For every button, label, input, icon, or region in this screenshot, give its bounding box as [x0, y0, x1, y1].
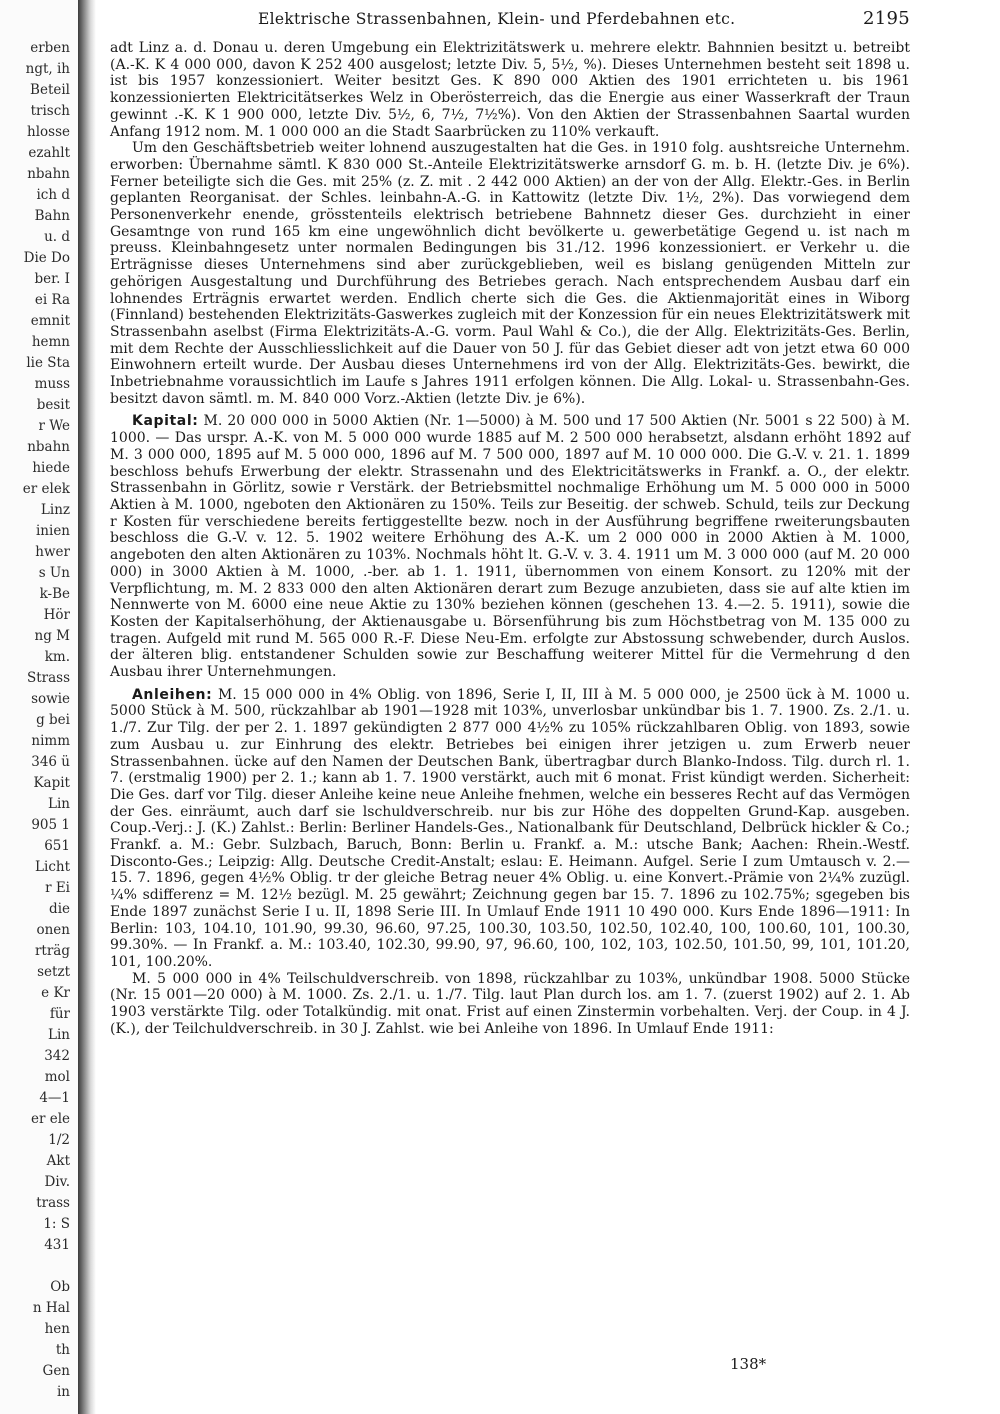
- previous-page-fragment: in: [56, 1384, 70, 1400]
- previous-page-fragment: Linz: [40, 502, 70, 518]
- running-head: [250, 8, 910, 32]
- previous-page-fragment: hiede: [32, 460, 70, 476]
- previous-page-fragment: ich d: [36, 187, 70, 203]
- previous-page-fragment: 1: S: [43, 1216, 70, 1232]
- previous-page-fragment: ngt, ih: [25, 61, 70, 77]
- previous-page-fragment: nbahn: [27, 166, 70, 182]
- previous-page-strip: [0, 0, 78, 1414]
- previous-page-fragment: n Hal: [32, 1300, 70, 1316]
- previous-page-fragment: Hör: [43, 607, 70, 623]
- previous-page-fragment: 342: [44, 1048, 70, 1064]
- previous-page-fragment: er ele: [30, 1111, 70, 1127]
- previous-page-fragment: Ob: [50, 1279, 70, 1295]
- previous-page-fragment: lie Sta: [26, 355, 70, 371]
- previous-page-fragment: ezahlt: [28, 145, 70, 161]
- intro-paragraph-2: Um den Geschäftsbetrieb weiter lohnend auszugestalten hat die Ges. in 1910 folg. aushtsreiche Unternehm. erworben: Übernahme sämtl. K 830 000 St.-Anteile Elektrizitätswerke arnsdorf G. m. b. H. (letzte Div. je 6%). Ferner beteiligte sich die Ges. mit 25% (z. Z. mit . 2 442 000 Aktien) an der von der Allg. Elektr.-Ges. in Berlin geplanten Reorganisat. der Schles. leinbahn-A.-G. in Kattowitz (letzte Div. 1½, 2%). Das vorwiegend dem Personenverkehr enende, grösstenteils elektrisch betriebene Bahnnetz dieser Ges. durchzieht in einer Gesamtnge von rund 165 km eine ungewöhnlich dicht bevölkerte u. gewerbetätige Gegend u. ist nach m preuss. Kleinbahngesetz unter normalen Bedingungen bis 31./12. 1996 konzessioniert. er Verkehr u. die Erträgnisse dieses Unternehmens sind aber zurückgeblieben, weil es bislang genügenden Mitteln zur gehörigen Ausgestaltung und Durchführung des Betriebes gerach. Nach entsprechendem Ausbau darf ein lohnendes Erträgnis erwartet werden. Endlich cherte sich die Ges. die Aktienmajorität eines in Wiborg (Finnland) bestehenden Elektrizitäts-Gaswerkes zugleich mit der Konzession für ein neues Elektrizitätswerk mit Strassenbahn aselbst (Firma Elektrizitäts-A.-G. vorm. Paul Wahl & Co.), die der Allg. Elektrizitäts-Ges. Berlin, mit dem Rechte der Ausschliesslichkeit auf die Dauer von 50 J. für das Gebiet dieser adt von jetzt etwa 60 000 Einwohnern erteilt wurde. Der Ausbau dieses Unternehmens ird von der Allg. Elektrizitäts-Ges. bewirkt, die Inbetriebnahme voraussichtlich im Laufe s Jahres 1911 erfolgen können. Die Allg. Lokal- u. Strassenbahn-Ges. besitzt davon sämtl. m. M. 840 000 Vorz.-Aktien (letzte Div. je 6%).: [110, 140, 910, 407]
- main-text-column: [110, 40, 910, 1037]
- signature-mark: 138*: [730, 1355, 767, 1373]
- previous-page-fragment: muss: [34, 376, 70, 392]
- kapital-text: M. 20 000 000 in 5000 Aktien (Nr. 1—5000) à M. 500 und 17 500 Aktien (Nr. 5001 s 22 500) à M. 1000. — Das urspr. A.-K. von M. 5 000 000 wurde 1885 auf M. 2 500 000 herabsetzt, alsdann erhöht 1892 auf M. 3 000 000, 1895 auf M. 5 000 000, 1896 auf M. 7 500 000, 1897 auf M. 10 000 000. Die G.-V. v. 21. 1. 1899 beschloss behufs Erwerbung der elektr. Strassenahn und des Elektricitätswerks in Frankf. a. O., der elektr. Strassenbahn in Görlitz, sowie r Verstärk. der Betriebsmittel nochmalige Erhöhung um M. 5 000 000 in 5000 Aktien à M. 1000, ngeboten den Aktionären zu 150%. Teils zur Beseitig. der schweb. Schuld, teils zur Deckung r Kosten für verschiedene bereits fertiggestellte bezw. noch in der Ausführung begriffene rweiterungsbauten beschloss die G.-V. v. 12. 5. 1902 weitere Erhöhung des A.-K. um 2 000 000 in 2000 Aktien à M. 1000, angeboten den alten Aktionären zu 103%. Nochmals höht lt. G.-V. v. 3. 4. 1911 um M. 3 000 000 (auf M. 20 000 000) in 3000 Aktien à M. 1000, .-ber. ab 1. 1. 1911, übernommen von einem Konsort. zu 120% mit der Verpflichtung, m. M. 2 833 000 den alten Aktionären derart zum Bezuge anzubieten, dass sie auf alte ktien im Nennwerte von M. 6000 eine neue Aktie zu 130% beziehen können (geschehen 13. 4.—2. 5. 1911), sowie die Kosten der Kapitalserhöhung, der Aktienausgabe u. Börsenführung bis zum Höchstbetrag von M. 135 000 zu tragen. Aufgeld mit rund M. 565 000 R.-F. Diese Neu-Em. erfolgte zur Abstossung schwebender, durch Auslos. der älteren blig. entstandener Schulden sowie zur Beschaffung weiterer Mittel für die Vermehrung d den Ausbau ihrer Unternehmungen.: [110, 413, 910, 681]
- previous-page-fragment: ber. I: [34, 271, 70, 287]
- previous-page-fragment: trass: [36, 1195, 70, 1211]
- previous-page-fragment: nbahn: [27, 439, 70, 455]
- previous-page-fragment: Licht: [35, 859, 70, 875]
- previous-page-fragment: sowie: [31, 691, 70, 707]
- previous-page-fragment: km.: [44, 649, 70, 665]
- anleihen-section: [110, 687, 910, 971]
- previous-page-fragment: mol: [44, 1069, 70, 1085]
- teilschuld-paragraph: M. 5 000 000 in 4% Teilschuldverschreib. von 1898, rückzahlbar zu 103%, unkündbar 1908. 5000 Stücke (Nr. 15 001—20 000) à M. 1000. Zs. 2./1. u. 1./7. Tilg. laut Plan durch los. am 1. 7. (zuerst 1902) auf 2. 1. Ab 1903 verstärkte Tilg. oder Totalkündig. mit onat. Frist auf einen Zinstermin vorbehalten. Verj. der Coup. in 4 J. (K.), der Teilchuldverschreib. in 30 J. Zahlst. wie bei Anleihe von 1896. In Umlauf Ende 1911:: [110, 970, 910, 1037]
- anleihen-heading: Anleihen:: [132, 686, 213, 703]
- previous-page-fragment: Akt: [46, 1153, 70, 1169]
- previous-page-fragment: 4—1: [39, 1090, 70, 1106]
- page-number: 2195: [862, 8, 910, 29]
- previous-page-fragment: e Kr: [41, 985, 70, 1001]
- previous-page-fragment: nimm: [31, 733, 70, 749]
- previous-page-fragment: Div.: [44, 1174, 70, 1190]
- intro-paragraph-1: adt Linz a. d. Donau u. deren Umgebung ein Elektrizitätswerk u. mehrere elektr. Bahnnien besitzt u. betreibt (A.-K. K 4 000 000, davon K 252 400 ausgelost; letzte Div. 5, 5½, %). Dieses Unternehmen besteht seit 1898 u. ist bis 1957 konzessioniert. Weiter besitzt Ges. K 890 000 Aktien des 1901 errichteten u. bis 1961 konzessionierten Elektricitätserkes Welz in Oberösterreich, das die Energie aus einer Wasserkraft der Traun gewinnt .-K. K 1 900 000, letzte Div. 5½, 6, 7½, 7½%). Von den Aktien der Strassenbahnen Saartal wurden Anfang 1912 nom. M. 1 000 000 an die Stadt Saarbrücken zu 110% verkauft.: [110, 40, 910, 140]
- previous-page-fragment: inien: [35, 523, 70, 539]
- previous-page-fragment: 1/2: [48, 1132, 70, 1148]
- previous-page-fragment: hlosse: [27, 124, 70, 140]
- previous-page-fragment: r Ei: [45, 880, 70, 896]
- previous-page-fragment: Bahn: [34, 208, 70, 224]
- previous-page-fragment: g bei: [36, 712, 70, 728]
- previous-page-fragment: 905 1: [31, 817, 70, 833]
- previous-page-fragment: trisch: [30, 103, 70, 119]
- previous-page-fragment: Kapit: [33, 775, 70, 791]
- previous-page-fragment: r We: [38, 418, 70, 434]
- previous-page-fragment: er elek: [22, 481, 70, 497]
- previous-page-fragment: Die Do: [23, 250, 70, 266]
- previous-page-fragment: 431: [44, 1237, 70, 1253]
- previous-page-fragment: Lin: [48, 1027, 70, 1043]
- kapital-heading: Kapital:: [132, 413, 199, 430]
- previous-page-fragment: 346 ü: [31, 754, 70, 770]
- previous-page-fragment: ei Ra: [34, 292, 70, 308]
- previous-page-fragment: emnit: [30, 313, 70, 329]
- previous-page-fragment: k-Be: [39, 586, 70, 602]
- previous-page-fragment: hemn: [31, 334, 70, 350]
- previous-page-fragment: s Un: [38, 565, 70, 581]
- book-gutter: [78, 0, 96, 1414]
- previous-page-fragment: Lin: [48, 796, 70, 812]
- previous-page-fragment: Strass: [26, 670, 70, 686]
- previous-page-fragment: Beteil: [30, 82, 70, 98]
- previous-page-fragment: besit: [36, 397, 70, 413]
- previous-page-fragment: 651: [44, 838, 70, 854]
- previous-page-fragment: rträg: [34, 943, 70, 959]
- previous-page-fragment: th: [55, 1342, 70, 1358]
- previous-page-fragment: hwer: [35, 544, 70, 560]
- kapital-section: [110, 413, 910, 680]
- previous-page-fragment: für: [49, 1006, 70, 1022]
- previous-page-fragment: u. d: [44, 229, 70, 245]
- previous-page-fragment: erben: [30, 40, 70, 56]
- previous-page-fragment: Gen: [42, 1363, 70, 1379]
- anleihen-text: M. 15 000 000 in 4% Oblig. von 1896, Serie I, II, III à M. 5 000 000, je 2500 ück à M. 1000 u. 5000 Stück à M. 500, rückzahlbar ab 1901—1928 mit 103%, unverlosbar unkündbar bis 1. 7. 1900. Zs. 2./1. u. 1./7. Zur Tilg. der per 2. 1. 1897 gekündigten 2 877 000 4½% zu 105% rückzahlbaren Oblig. von 1893, sowie zum Ausbau u. zur Einhrung des elektr. Betriebes bei einigen ihrer jetzigen u. zum Erwerb neuer Strassenbahnen. ücke auf den Namen der Deutschen Bank, übertragbar durch Blanko-Indoss. Tilg. durch rl. 1. 7. (erstmalig 1900) per 2. 1.; kann ab 1. 7. 1900 verstärkt, auch mit 6 monat. Frist kündigt werden. Sicherheit: Die Ges. darf vor Tilg. dieser Anleihe keine neue Anleihe fnehmen, welche ein besseres Recht auf das Vermögen der Ges. einräumt, auch darf sie lschuldverschreib. nur bis zur Höhe des doppelten Grund-Kap. ausgeben. Coup.-Verj.: J. (K.) Zahlst.: Berlin: Berliner Handels-Ges., Nationalbank für Deutschland, Delbrück hickler & Co.; Frankf. a. M.: Gebr. Sulzbach, Baruch, Bonn: Berlin u. Frankf. a. M.: utsche Bank; Aachen: Rhein.-Westf. Disconto-Ges.; Leipzig: Allg. Deutsche Credit-Anstalt; eslau: E. Heimann. Aufgel. Serie I zum Umtausch v. 2.—15. 7. 1896, gegen 4½% Oblig. tr der gleiche Betrag neuer 4% Oblig. u. eine Konvert.-Prämie von 2¼% zuzügl. ¼% sdifferenz = M. 12½ bezügl. M. 25 gewährt; Zeichnung gegen bar 15. 7. 1896 zu 102.75%; sgegeben bis Ende 1897 zunächst Serie I u. II, 1898 Serie III. In Umlauf Ende 1911 10 490 000. Kurs Ende 1896—1911: In Berlin: 103, 104.10, 101.90, 99.30, 96.60, 97.25, 100.30, 103.50, 102.50, 102.40, 100, 100.60, 101, 100.30, 99.30%. — In Frankf. a. M.: 103.40, 102.30, 99.90, 97, 96.60, 100, 102, 103, 102.50, 101.50, 99, 101, 101.20, 101, 100.20%.: [110, 686, 910, 970]
- previous-page-fragment: hen: [44, 1321, 70, 1337]
- running-head-title: Elektrische Strassenbahnen, Klein- und Pferdebahnen etc.: [258, 10, 736, 28]
- previous-page-fragment: onen: [36, 922, 70, 938]
- previous-page-fragment: setzt: [37, 964, 70, 980]
- previous-page-fragment: die: [49, 901, 70, 917]
- previous-page-fragment: ng M: [34, 628, 70, 644]
